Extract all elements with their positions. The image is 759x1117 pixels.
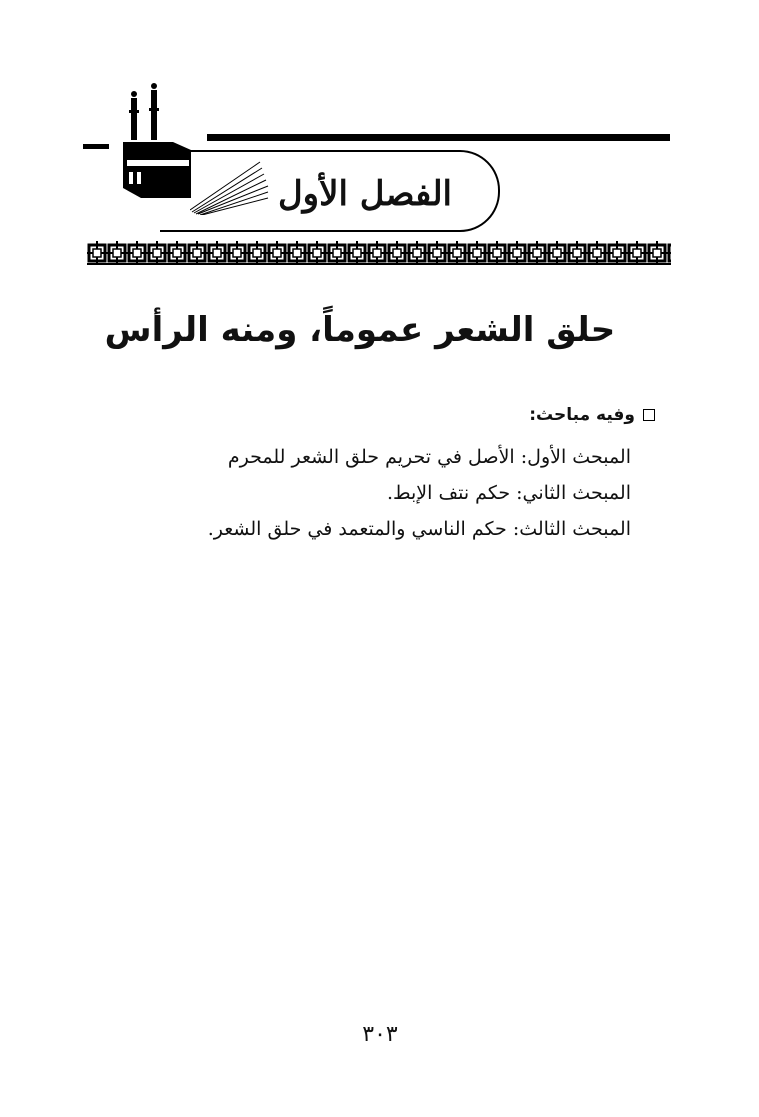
- topic-item: [191, 440, 631, 474]
- topic-label: المبحث الثالث:: [512, 518, 631, 540]
- topics-intro-text: وفيه مباحث:: [529, 405, 635, 425]
- topic-item: [191, 512, 631, 546]
- topic-label: المبحث الأول:: [520, 446, 631, 468]
- topic-label: المبحث الثاني:: [516, 482, 631, 504]
- header-rule: [207, 134, 670, 141]
- checkbox-square-icon: [643, 409, 655, 421]
- topic-text: حكم نتف الإبط.: [386, 482, 511, 504]
- topics-intro: [420, 400, 655, 430]
- topic-text: حكم الناسي والمتعمد في حلق الشعر.: [207, 518, 507, 540]
- topic-text: الأصل في تحريم حلق الشعر للمحرم: [227, 446, 515, 468]
- header-rule-stub: [83, 144, 109, 149]
- page-number: ٣٠٣: [362, 1022, 398, 1047]
- section-heading: حلق الشعر عموماً، ومنه الرأس: [104, 310, 616, 350]
- chapter-title: الفصل الأول: [277, 174, 453, 214]
- decorative-border: [87, 240, 671, 266]
- topic-item: [191, 476, 631, 510]
